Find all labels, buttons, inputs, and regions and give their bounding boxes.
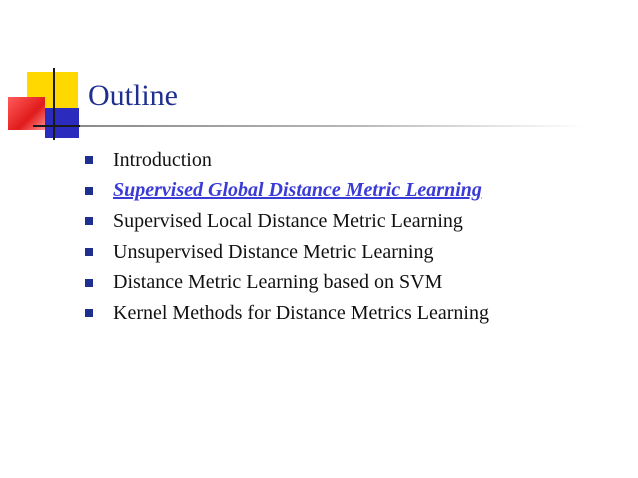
outline-item-active[interactable] [85,176,489,207]
square-bullet-icon [85,279,93,287]
outline-item [85,267,489,298]
outline-item-label: Distance Metric Learning based on SVM [113,271,443,294]
outline-list [85,145,489,329]
square-bullet-icon [85,248,93,256]
blue-square [45,108,79,138]
outline-item [85,298,489,329]
outline-item [85,145,489,176]
slide-title: Outline [88,79,178,112]
vertical-line [53,68,55,140]
horizontal-line [33,125,81,127]
square-bullet-icon [85,187,93,195]
outline-item-label: Kernel Methods for Distance Metrics Learning [113,301,489,324]
decorative-logo [0,0,90,150]
outline-item [85,237,489,268]
outline-item [85,206,489,237]
outline-item-label: Unsupervised Distance Metric Learning [113,240,434,263]
square-bullet-icon [85,156,93,164]
outline-item-link[interactable]: Supervised Global Distance Metric Learning [113,179,482,202]
title-underline [80,125,585,127]
square-bullet-icon [85,309,93,317]
outline-item-label: Supervised Local Distance Metric Learning [113,209,463,232]
square-bullet-icon [85,217,93,225]
outline-item-label: Introduction [113,148,212,171]
